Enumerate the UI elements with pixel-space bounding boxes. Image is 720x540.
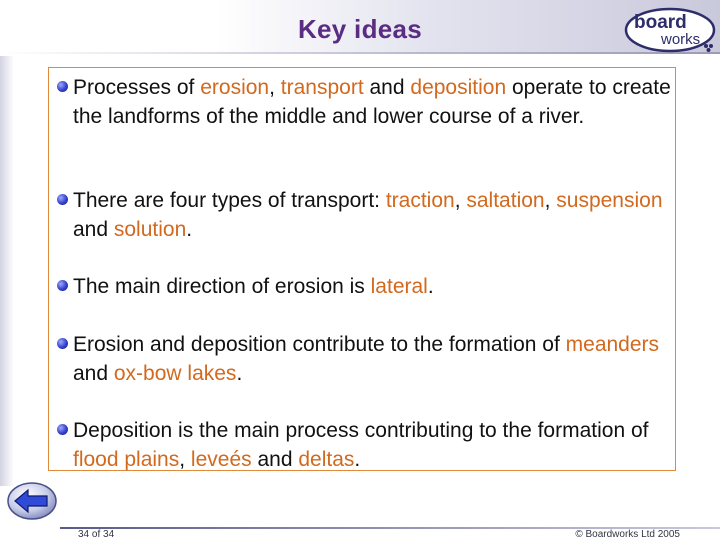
boardworks-logo [624, 6, 718, 54]
keyword-saltation: saltation [466, 189, 545, 212]
bullet-text: . [236, 362, 243, 385]
bullet-text: The main direction of erosion is [73, 275, 371, 298]
logo-text-top: board [634, 12, 687, 33]
logo-text-bottom: works [661, 31, 701, 48]
keyword-lateral: lateral [370, 275, 428, 298]
bullet-item-5 [54, 416, 673, 474]
keyword-deposition: deposition [410, 76, 507, 99]
keyword-solution: solution [113, 218, 187, 241]
bullet-text: Deposition is the main process contributing to the formation of [73, 419, 649, 442]
keyword-suspension: suspension [556, 189, 663, 212]
copyright-text: © Boardworks Ltd 2005 [575, 529, 680, 540]
bullet-text: Processes of [73, 76, 201, 99]
bullet-icon [57, 280, 68, 291]
bullet-text: , [454, 189, 467, 212]
bullet-text: and [363, 76, 411, 99]
slide-title: Key ideas [297, 14, 423, 44]
bullet-text: . [186, 218, 193, 241]
bullet-text: , [269, 76, 281, 99]
keyword-erosion: erosion [200, 76, 270, 99]
bullet-text: Erosion and deposition contribute to the formation of [73, 333, 566, 356]
bullet-icon [57, 81, 68, 92]
bullet-icon [57, 338, 68, 349]
bullet-text: and [73, 362, 114, 385]
left-accent-bar [0, 56, 14, 486]
bullet-item-1 [54, 73, 673, 131]
keyword-transport: transport [280, 76, 364, 99]
bullet-icon [57, 424, 68, 435]
bullet-text: , [544, 189, 557, 212]
keyword-levees: leveés [190, 448, 252, 471]
back-button[interactable] [6, 481, 58, 521]
content-panel [48, 67, 676, 471]
bullet-item-3 [54, 272, 673, 301]
bullet-text: . [427, 275, 434, 298]
bullet-text: and [73, 218, 114, 241]
bullet-text: , [179, 448, 191, 471]
bullet-text: . [354, 448, 361, 471]
bullet-item-2 [54, 186, 673, 244]
bullet-item-4 [54, 330, 673, 388]
bullet-text: operate to create the landforms of the middle and lower course of a river. [73, 76, 671, 128]
header-divider [0, 52, 720, 54]
bullet-text: and [251, 448, 299, 471]
keyword-traction: traction [385, 189, 455, 212]
keyword-deltas: deltas [298, 448, 355, 471]
keyword-meanders: meanders [565, 333, 660, 356]
keyword-ox-bow-lakes: ox-bow lakes [113, 362, 237, 385]
bullet-icon [57, 194, 68, 205]
page-indicator: 34 of 34 [78, 529, 115, 540]
bullet-text: There are four types of transport: [73, 189, 386, 212]
keyword-flood-plains: flood plains [73, 448, 180, 471]
